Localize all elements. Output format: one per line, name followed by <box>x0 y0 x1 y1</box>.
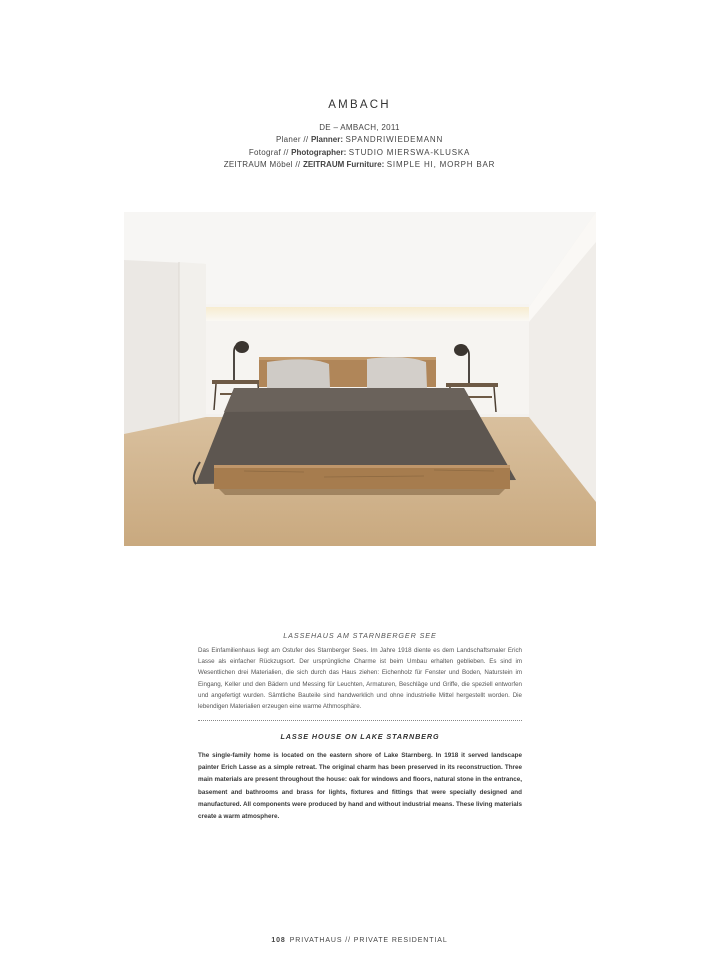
furniture-label-en: ZEITRAUM Furniture: <box>302 160 385 169</box>
german-paragraph: Das Einfamilienhaus liegt am Ostufer des Starnberger Sees. Im Jahre 1918 diente es dem Landschaftsmaler Erich Lasse als einfacher Rückzugsort. Der ursprüngliche Charme ist beim Umbau erhalten geblieben. Es sind im Wesentlichen drei Materialien, die sich durch das Haus ziehen: Eichenholz für Fenster und Boden, Naturstein im Eingang, Keller und den Bädern und Messing für Leuchten, Armaturen, Beschläge und Griffe, die speziell entworfen und angefertigt wurden. Sämtliche Bauteile sind handwerklich und ohne industrielle Mittel hergestellt worden. Die lebendigen Materialien erzeugen eine warme Athmosphäre. <box>198 647 522 711</box>
section-name: PRIVATHAUS // PRIVATE RESIDENTIAL <box>289 937 448 944</box>
photographer-line <box>0 148 719 157</box>
german-subtitle: LASSEHAUS AM STARNBERGER SEE <box>283 631 437 640</box>
furniture-line <box>0 160 719 169</box>
dotted-divider <box>198 720 522 721</box>
english-subtitle: LASSE HOUSE ON LAKE STARNBERG <box>280 732 440 741</box>
planner-label-en: Planner: <box>310 135 343 144</box>
planner-line <box>0 135 719 144</box>
separator: // <box>300 135 311 144</box>
photographer-value: STUDIO MIERSWA-KLUSKA <box>348 148 471 157</box>
photographer-label-de: Fotograf <box>248 148 282 157</box>
english-paragraph: The single-family home is located on the eastern shore of Lake Starnberg. In 1918 it served landscape painter Erich Lasse as a simple retreat. The original charm has been preserved in its reconstruction. Three main materials are present throughout the house: oak for windows and floors, natural stone in the entrance, basement and bathrooms and brass for lights, fixtures and fittings that were specially designed and manufactured. All components were produced by hand and without industrial means. These living materials create a warm atmosphere. <box>198 752 522 821</box>
bedroom-photo <box>124 212 596 546</box>
photographer-label-en: Photographer: <box>291 148 347 157</box>
separator: // <box>281 148 292 157</box>
planner-value: SPANDRIWIEDEMANN <box>345 135 444 144</box>
page-footer <box>0 937 719 944</box>
location-year: DE – AMBACH, 2011 <box>319 123 400 132</box>
furniture-label-de: ZEITRAUM Möbel <box>223 160 293 169</box>
project-title: AMBACH <box>328 99 391 111</box>
page-number: 108 <box>271 937 286 944</box>
furniture-value: SIMPLE HI, MORPH BAR <box>386 160 496 169</box>
separator: // <box>292 160 303 169</box>
planner-label-de: Planer <box>275 135 301 144</box>
